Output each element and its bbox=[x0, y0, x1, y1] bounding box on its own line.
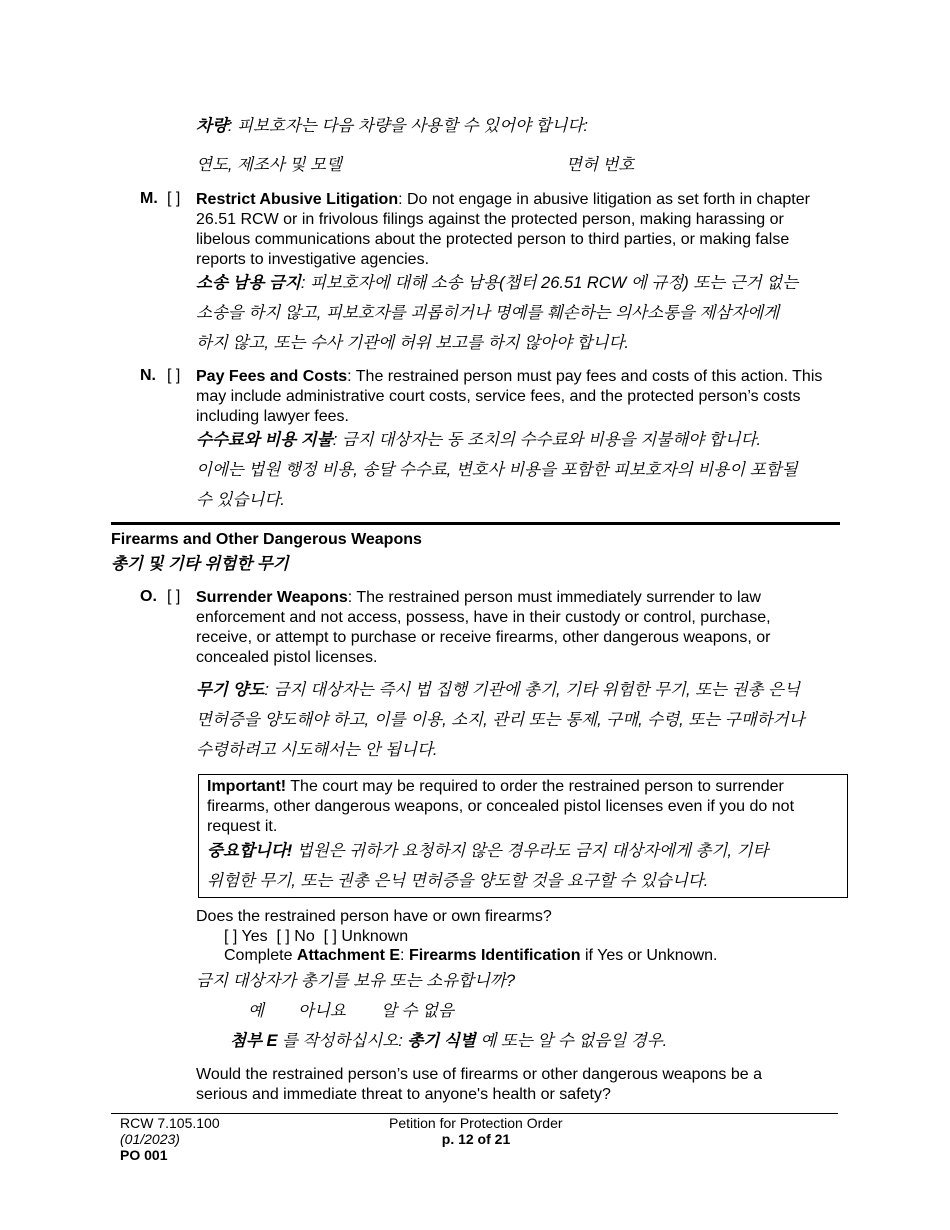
attachment-label: Attachment E bbox=[296, 947, 401, 964]
firearms-options bbox=[224, 927, 408, 947]
option-unknown-checkbox[interactable]: [ ] Unknown bbox=[323, 928, 409, 945]
important-ko-line1: 중요합니다! 법원은 귀하가 요청하지 않은 경우라도 금지 대상자에게 총기, 기타 bbox=[207, 842, 769, 860]
item-n-ko-line3: 수 있습니다. bbox=[196, 491, 285, 509]
footer-title: Petition for Protection Order bbox=[389, 1115, 563, 1131]
firearms-question: Does the restrained person have or own firearms? bbox=[196, 908, 552, 925]
item-m-title: Restrict Abusive Litigation bbox=[196, 191, 399, 208]
item-m-text: Restrict Abusive Litigation: Do not engage in abusive litigation as set forth in chapter 26.51 RCW or in frivolous filings against the protected person, making harassing or libelous communications about the protected person to third parties, or making false reports to investigative agencies. bbox=[196, 191, 810, 268]
vehicle-ko-line bbox=[196, 111, 836, 141]
item-o-text: Surrender Weapons: The restrained person must immediately surrender to law enforcement and not access, possess, have in their custody or control, purchase, receive, or attempt to purchase or receive firearms, other dangerous weapons, or concealed pistol licenses. bbox=[196, 589, 771, 666]
item-o-letter: O. bbox=[140, 588, 157, 605]
footer-divider bbox=[111, 1113, 838, 1114]
attachment-instruction: Complete Attachment E: Firearms Identification if Yes or Unknown. bbox=[224, 947, 718, 964]
item-o-ko-line3: 수령하려고 시도해서는 안 됩니다. bbox=[196, 741, 438, 759]
item-n-letter: N. bbox=[140, 367, 156, 384]
footer-form-number: PO 001 bbox=[120, 1147, 168, 1163]
attachment-name: Firearms Identification bbox=[408, 947, 581, 964]
item-o-ko-line1: 무기 양도: 금지 대상자는 즉시 법 집행 기관에 총기, 기타 위험한 무기, 또는 권총 은닉 bbox=[196, 681, 800, 699]
item-n-checkbox[interactable]: [ ] bbox=[167, 367, 181, 384]
vehicle-ko-text: : 피보호자는 다음 차량을 사용할 수 있어야 합니다: bbox=[227, 117, 588, 135]
option-no-checkbox[interactable]: [ ] No bbox=[276, 928, 315, 945]
item-n-ko-title: 수수료와 비용 지불 bbox=[196, 431, 333, 449]
section-title: Firearms and Other Dangerous Weapons bbox=[111, 531, 422, 548]
item-n-text: Pay Fees and Costs: The restrained person must pay fees and costs of this action. This may include administrative court costs, service fees, and the protected person’s costs including lawyer fees. bbox=[196, 368, 823, 425]
item-n-ko-line1: 수수료와 비용 지불: 금지 대상자는 동 조치의 수수료와 비용을 지불해야 합니다. bbox=[196, 431, 762, 449]
important-ko-title: 중요합니다! bbox=[207, 842, 293, 860]
vehicle-ko-label: 차량 bbox=[196, 117, 228, 135]
important-title: Important! bbox=[207, 778, 287, 795]
option-ko-yes: 예 bbox=[248, 1002, 264, 1020]
important-ko-line2: 위험한 무기, 또는 권총 은닉 면허증을 양도할 것을 요구할 수 있습니다. bbox=[207, 872, 709, 890]
option-ko-no: 아니요 bbox=[298, 1002, 346, 1020]
item-o-checkbox[interactable]: [ ] bbox=[167, 588, 181, 605]
item-n-ko-line2: 이에는 법원 행정 비용, 송달 수수료, 변호사 비용을 포함한 피보호자의 비용이 포함될 bbox=[196, 461, 798, 479]
footer-date: (01/2023) bbox=[120, 1131, 180, 1147]
item-m-ko-line3: 하지 않고, 또는 수사 기관에 허위 보고를 하지 않아야 합니다. bbox=[196, 334, 629, 352]
item-m-checkbox[interactable]: [ ] bbox=[167, 190, 181, 207]
item-m-letter: M. bbox=[140, 190, 158, 207]
attachment-ko-instruction: 첨부 E 를 작성하십시오: 총기 식별 예 또는 알 수 없음일 경우. bbox=[230, 1032, 668, 1050]
option-yes-checkbox[interactable]: [ ] Yes bbox=[224, 928, 268, 945]
item-o-ko-line2: 면허증을 양도해야 하고, 이를 이용, 소지, 관리 또는 통제, 구매, 수령, 또는 구매하거나 bbox=[196, 711, 805, 729]
item-o-title: Surrender Weapons bbox=[196, 589, 348, 606]
item-m-ko-line1: 소송 남용 금지: 피보호자에 대해 소송 남용(챕터 26.51 RCW 에 규정) 또는 근거 없는 bbox=[196, 274, 799, 292]
section-divider bbox=[111, 522, 840, 525]
footer-statute: RCW 7.105.100 bbox=[120, 1115, 220, 1131]
option-ko-unknown: 알 수 없음 bbox=[381, 1002, 454, 1020]
item-m-ko-title: 소송 남용 금지 bbox=[196, 274, 301, 292]
section-ko-title: 총기 및 기타 위험한 무기 bbox=[111, 555, 289, 573]
vehicle-col-license: 면허 번호 bbox=[566, 156, 635, 174]
vehicle-col-year-make-model: 연도, 제조사 및 모델 bbox=[196, 156, 342, 174]
footer-page-number: p. 12 of 21 bbox=[441, 1131, 511, 1147]
item-o-ko-title: 무기 양도 bbox=[196, 681, 265, 699]
firearms-ko-question: 금지 대상자가 총기를 보유 또는 소유합니까? bbox=[196, 972, 515, 990]
item-n-title: Pay Fees and Costs bbox=[196, 368, 348, 385]
threat-question: Would the restrained person’s use of firearms or other dangerous weapons be a serious and immediate threat to anyone's health or safety? bbox=[196, 1066, 762, 1103]
important-text: Important! The court may be required to order the restrained person to surrender firearms, other dangerous weapons, or concealed pistol licenses even if you do not request it. bbox=[207, 778, 795, 835]
item-m-ko-line2: 소송을 하지 않고, 피보호자를 괴롭히거나 명예를 훼손하는 의사소통을 제삼자에게 bbox=[196, 304, 780, 322]
